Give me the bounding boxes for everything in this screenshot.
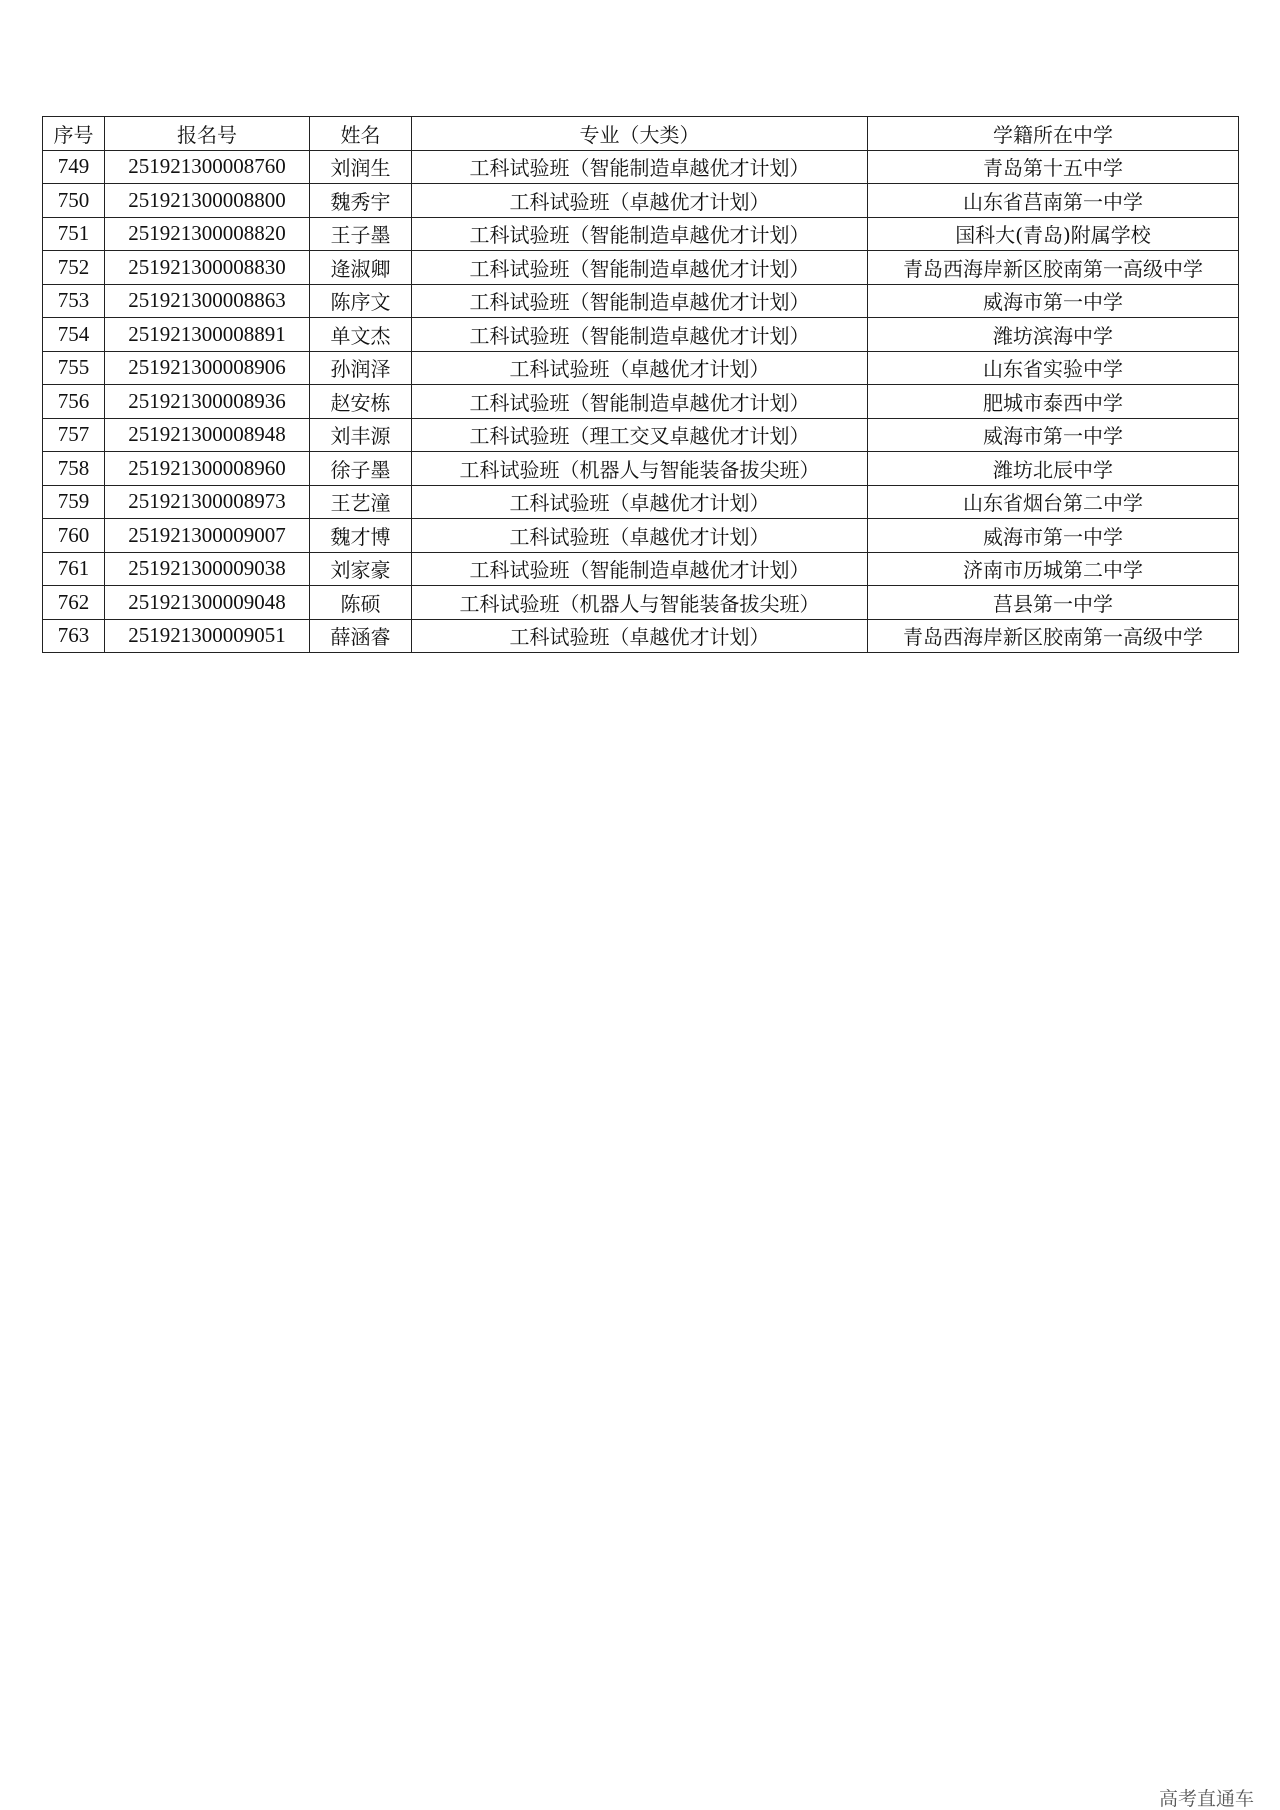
cell-registration-number: 251921300009048 — [105, 586, 310, 620]
cell-major: 工科试验班（智能制造卓越优才计划） — [412, 318, 868, 352]
cell-major: 工科试验班（卓越优才计划） — [412, 184, 868, 218]
cell-name: 王艺潼 — [310, 485, 412, 519]
cell-major: 工科试验班（卓越优才计划） — [412, 619, 868, 653]
table-row — [43, 385, 1239, 419]
cell-serial-number: 753 — [43, 284, 105, 318]
cell-serial-number: 755 — [43, 351, 105, 385]
cell-serial-number: 756 — [43, 385, 105, 419]
cell-registration-number: 251921300008760 — [105, 150, 310, 184]
cell-school: 威海市第一中学 — [868, 519, 1239, 553]
cell-name: 陈序文 — [310, 284, 412, 318]
cell-registration-number: 251921300008863 — [105, 284, 310, 318]
cell-school: 青岛西海岸新区胶南第一高级中学 — [868, 619, 1239, 653]
header-major: 专业（大类） — [412, 117, 868, 151]
cell-major: 工科试验班（智能制造卓越优才计划） — [412, 385, 868, 419]
cell-school: 威海市第一中学 — [868, 418, 1239, 452]
cell-name: 魏才博 — [310, 519, 412, 553]
cell-serial-number: 757 — [43, 418, 105, 452]
cell-major: 工科试验班（机器人与智能装备拔尖班） — [412, 452, 868, 486]
table-row — [43, 318, 1239, 352]
table-row — [43, 418, 1239, 452]
cell-serial-number: 761 — [43, 552, 105, 586]
header-school: 学籍所在中学 — [868, 117, 1239, 151]
table-row — [43, 184, 1239, 218]
cell-name: 徐子墨 — [310, 452, 412, 486]
cell-school: 山东省实验中学 — [868, 351, 1239, 385]
table-header-row — [43, 117, 1239, 151]
cell-school: 潍坊滨海中学 — [868, 318, 1239, 352]
cell-name: 王子墨 — [310, 217, 412, 251]
cell-name: 单文杰 — [310, 318, 412, 352]
cell-registration-number: 251921300008830 — [105, 251, 310, 285]
header-registration-number: 报名号 — [105, 117, 310, 151]
header-serial-number: 序号 — [43, 117, 105, 151]
table-row — [43, 552, 1239, 586]
cell-serial-number: 749 — [43, 150, 105, 184]
cell-school: 青岛第十五中学 — [868, 150, 1239, 184]
cell-major: 工科试验班（卓越优才计划） — [412, 485, 868, 519]
cell-school: 国科大(青岛)附属学校 — [868, 217, 1239, 251]
watermark: 高考直通车 — [1158, 1788, 1254, 1810]
cell-school: 潍坊北辰中学 — [868, 452, 1239, 486]
cell-serial-number: 759 — [43, 485, 105, 519]
cell-school: 济南市历城第二中学 — [868, 552, 1239, 586]
cell-name: 逄淑卿 — [310, 251, 412, 285]
cell-major: 工科试验班（卓越优才计划） — [412, 351, 868, 385]
cell-major: 工科试验班（智能制造卓越优才计划） — [412, 284, 868, 318]
cell-name: 刘润生 — [310, 150, 412, 184]
cell-serial-number: 758 — [43, 452, 105, 486]
cell-major: 工科试验班（智能制造卓越优才计划） — [412, 217, 868, 251]
cell-major: 工科试验班（理工交叉卓越优才计划） — [412, 418, 868, 452]
admission-table — [42, 116, 1239, 653]
cell-major: 工科试验班（智能制造卓越优才计划） — [412, 552, 868, 586]
cell-school: 青岛西海岸新区胶南第一高级中学 — [868, 251, 1239, 285]
cell-registration-number: 251921300008820 — [105, 217, 310, 251]
cell-school: 山东省莒南第一中学 — [868, 184, 1239, 218]
cell-registration-number: 251921300009038 — [105, 552, 310, 586]
table-row — [43, 619, 1239, 653]
cell-serial-number: 762 — [43, 586, 105, 620]
cell-school: 莒县第一中学 — [868, 586, 1239, 620]
cell-registration-number: 251921300009051 — [105, 619, 310, 653]
table-row — [43, 485, 1239, 519]
cell-serial-number: 750 — [43, 184, 105, 218]
cell-registration-number: 251921300008891 — [105, 318, 310, 352]
table-row — [43, 452, 1239, 486]
table-row — [43, 586, 1239, 620]
cell-registration-number: 251921300008906 — [105, 351, 310, 385]
cell-registration-number: 251921300008948 — [105, 418, 310, 452]
cell-school: 威海市第一中学 — [868, 284, 1239, 318]
table-row — [43, 351, 1239, 385]
cell-registration-number: 251921300008973 — [105, 485, 310, 519]
table-row — [43, 251, 1239, 285]
cell-major: 工科试验班（智能制造卓越优才计划） — [412, 251, 868, 285]
cell-name: 薛涵睿 — [310, 619, 412, 653]
table-row — [43, 150, 1239, 184]
cell-name: 刘丰源 — [310, 418, 412, 452]
cell-serial-number: 760 — [43, 519, 105, 553]
cell-serial-number: 754 — [43, 318, 105, 352]
cell-name: 刘家豪 — [310, 552, 412, 586]
table-row — [43, 284, 1239, 318]
cell-name: 陈硕 — [310, 586, 412, 620]
cell-serial-number: 763 — [43, 619, 105, 653]
cell-registration-number: 251921300009007 — [105, 519, 310, 553]
cell-registration-number: 251921300008936 — [105, 385, 310, 419]
cell-major: 工科试验班（卓越优才计划） — [412, 519, 868, 553]
cell-name: 赵安栋 — [310, 385, 412, 419]
cell-school: 肥城市泰西中学 — [868, 385, 1239, 419]
header-name: 姓名 — [310, 117, 412, 151]
cell-registration-number: 251921300008960 — [105, 452, 310, 486]
cell-name: 孙润泽 — [310, 351, 412, 385]
cell-school: 山东省烟台第二中学 — [868, 485, 1239, 519]
cell-registration-number: 251921300008800 — [105, 184, 310, 218]
cell-name: 魏秀宇 — [310, 184, 412, 218]
cell-major: 工科试验班（机器人与智能装备拔尖班） — [412, 586, 868, 620]
table-row — [43, 217, 1239, 251]
table-row — [43, 519, 1239, 553]
cell-serial-number: 752 — [43, 251, 105, 285]
cell-serial-number: 751 — [43, 217, 105, 251]
cell-major: 工科试验班（智能制造卓越优才计划） — [412, 150, 868, 184]
table-body — [43, 150, 1239, 653]
